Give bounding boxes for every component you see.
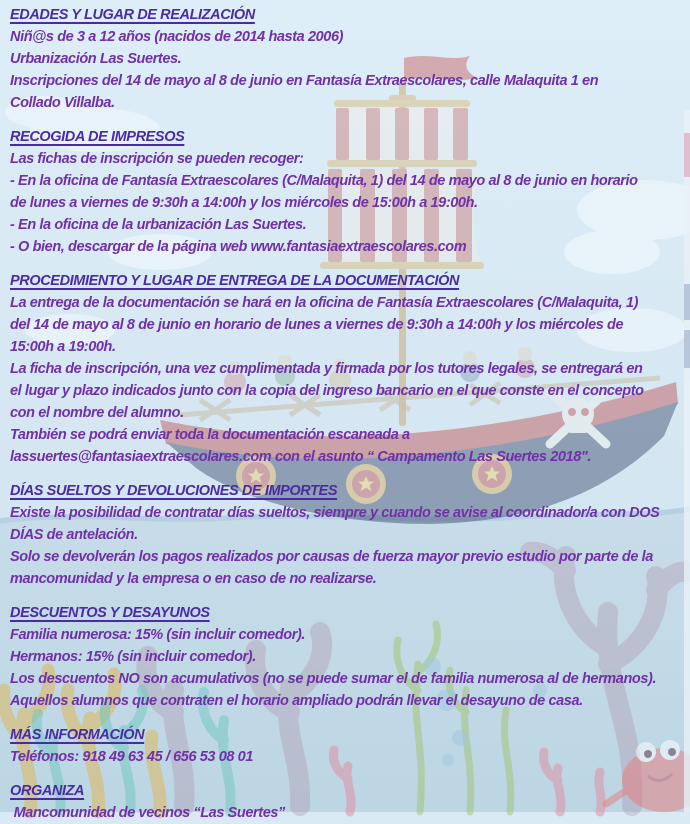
text-line: La ficha de inscripción, una vez cumplimentada y firmada por los tutores legales, se entregará en [10, 361, 643, 377]
text-line: Solo se devolverán los pagos realizados por causas de fuerza mayor previo estudio por parte de la [10, 549, 653, 565]
text-line: mancomunidad y la empresa o en caso de no realizarse. [10, 571, 377, 587]
section-heading-mas-informacion: MÁS INFORMACIÓN [10, 727, 145, 743]
text-line: el lugar y plazo indicados junto con la copia del ingreso bancario en el que conste en el concepto [10, 383, 644, 399]
text-line [10, 236, 690, 258]
section-heading-descuentos: DESCUENTOS Y DESAYUNOS [10, 605, 210, 621]
text-line: - En la oficina de la urbanización Las Suertes. [10, 217, 307, 233]
text-line: La entrega de la documentación se hará en la oficina de Fantasía Extraescolares (C/Malaquita, 1) [10, 295, 639, 311]
section-organiza [10, 780, 690, 824]
text-line: Niñ@s de 3 a 12 años (nacidos de 2014 hasta 2006) [10, 29, 344, 45]
section-mas-informacion [10, 724, 690, 768]
text-line [10, 446, 690, 468]
section-heading-recogida: RECOGIDA DE IMPRESOS [10, 129, 185, 145]
text-line: Hermanos: 15% (sin incluir comedor). [10, 649, 256, 665]
text-line: DÍAS de antelación. [10, 527, 138, 543]
text-line: 15:00h a 19:00h. [10, 339, 116, 355]
organizer-name: Mancomunidad de vecinos “Las Suertes” [10, 805, 285, 821]
text-line: Los descuentos NO son acumulativos (no se puede sumar el de familia numerosa al de hermanos). [10, 671, 657, 687]
section-edades [10, 4, 690, 114]
section-dias-sueltos [10, 480, 690, 590]
text-line: Aquellos alumnos que contraten el horario ampliado podrán llevar el desayuno de casa. [10, 693, 583, 709]
text-line: Las fichas de inscripción se pueden recoger: [10, 151, 304, 167]
text-line: del 14 de mayo al 8 de junio en horario de lunes a viernes de 9:30h a 14:00h y los miércoles de [10, 317, 624, 333]
section-descuentos [10, 602, 690, 712]
email-address: lassuertes@fantasiaextraescolares.com [10, 449, 272, 465]
web-line-prefix: - O bien, descargar de la página web [10, 239, 251, 255]
phone-numbers: Teléfonos: 918 49 63 45 / 656 53 08 01 [10, 749, 254, 765]
text-line: - En la oficina de Fantasía Extraescolares (C/Malaquita, 1) del 14 de mayo al 8 de junio en horario [10, 173, 638, 189]
section-heading-edades: EDADES Y LUGAR DE REALIZACIÓN [10, 7, 255, 23]
text-line: con el nombre del alumno. [10, 405, 184, 421]
text-line: Collado Villalba. [10, 95, 115, 111]
text-line: Familia numerosa: 15% (sin incluir comedor). [10, 627, 306, 643]
text-line: También se podrá enviar toda la documentación escaneada a [10, 427, 410, 443]
text-line: de lunes a viernes de 9:30h a 14:00h y los miércoles de 15:00h a 19:00h. [10, 195, 478, 211]
section-heading-dias-sueltos: DÍAS SUELTOS Y DEVOLUCIONES DE IMPORTES [10, 483, 338, 499]
section-heading-organiza: ORGANIZA [10, 783, 85, 799]
section-recogida [10, 126, 690, 258]
text-line: Existe la posibilidad de contratar días sueltos, siempre y cuando se avise al coordinador/a con DOS [10, 505, 660, 521]
section-heading-procedimiento: PROCEDIMIENTO Y LUGAR DE ENTREGA DE LA DOCUMENTACIÓN [10, 273, 460, 289]
section-procedimiento [10, 270, 690, 468]
website-url: www.fantasiaextraescolares.com [250, 239, 467, 255]
text-line: Inscripciones del 14 de mayo al 8 de junio en Fantasía Extraescolares, calle Malaquita 1 en [10, 73, 599, 89]
text-line: Urbanización Las Suertes. [10, 51, 182, 67]
email-line-suffix: con el asunto “ Campamento Las Suertes 2018". [271, 449, 591, 465]
